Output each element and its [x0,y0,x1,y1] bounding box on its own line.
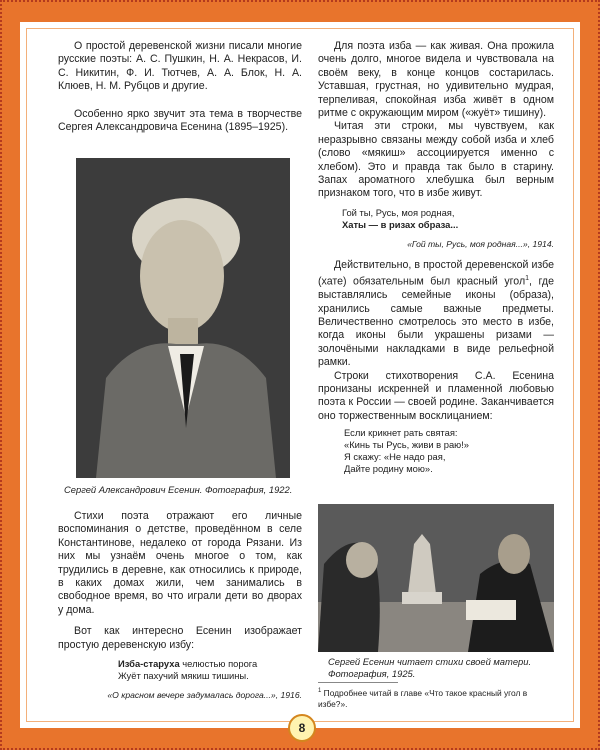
poem-izba-line1: челюстью порога [179,658,258,670]
mother-photo-caption: Сергей Есенин читает стихи своей матери. Фотография, 1925. [328,656,532,679]
right-paragraph-1: Для поэта изба — как живая. Она прожила очень долго, многое видела и чувствовала на своём веку, в конце концов состарилась. Уставшая, грустная, но удивительно мудрая, терпеливая, спокойная изба живёт в одном ритме с окружающим миром («жуёт» тишину). [318,40,554,120]
poem-izba-line2: Жуёт пахучий мякиш тишины. [118,670,249,682]
left-paragraph-1: О простой деревенской жизни писали многие русские поэты: А. С. Пушкин, Н. А. Некрасов, И. С. Никитин, Ф. И. Тютчев, А. А. Блок, Н. А. Клюев, Н. М. Рубцов и другие. [58,40,302,93]
poem-rat-line: «Кинь ты Русь, живи в раю!» [344,439,470,451]
footnote: $^1$ Подробнее читай в главе «Что такое красный угол в избе?». [318,687,528,709]
right-paragraph-4: Строки стихотворения С.А. Есенина пронизаны искренней и пламенной любовью поэта к России — своей родине. Заканчивается оно торжественным восклицанием: [318,369,554,422]
footnote-divider [318,682,398,683]
poem-rat-line: Если крикнет рать святая: [344,427,458,439]
esenin-mother-photo [318,504,554,652]
poem-rus-line1: Гой ты, Русь, моя родная, [342,206,455,218]
left-column-lower [58,510,302,700]
page-number: 8 [288,714,316,742]
right-column [318,40,554,475]
esenin-portrait-photo [76,158,290,478]
left-paragraph-2: Особенно ярко звучит эта тема в творчестве Сергея Александровича Есенина (1895–1925). [58,107,302,134]
right-paragraph-2: Читая эти строки, мы чувствуем, как неразрывно связаны между собой изба и хлеб (слово «мякиш» ассоциируется именно с хлебом). Это и правда так было в старину. Запах ароматного хлебушка был верным признаком того, что в избе живут. [318,120,554,200]
left-paragraph-4: Вот как интересно Есенин изображает простую деревенскую избу: [58,625,302,651]
left-paragraph-3: Стихи поэта отражают его личные воспоминания о детстве, проведённом в селе Константинове, недалеко от города Рязани. Из них мы узнаём очень многое о том, как трудились в деревне, как относились к природе, в каких домах жили, чем занимались в свободное время, во что играли дети во дворах у дома. [58,510,302,616]
footnote-marker: 1 [525,275,530,283]
poem-rat-line: Я скажу: «Не надо рая, [344,451,446,463]
poem-rus-line2: Хаты — в ризах образа... [342,218,459,230]
left-column [58,40,302,134]
poem-izba-bold: Изба-старуха [118,658,180,670]
poem-rus [318,207,554,231]
poem-izba [58,658,302,682]
portrait-caption: Сергей Александрович Есенин. Фотография, 1922. [64,484,293,495]
poem-izba-attribution: «О красном вечере задумалась дорога...», 1916. [107,690,302,701]
right-paragraph-3: Действительно, в простой деревенской избе (хате) обязательным был красный угол$^1$, где выставлялись семейные иконы (образа), хранились самые важные предметы. Величественно смотрелось это место в избе, когда иконы были украшены ризами — золочёными накладками в виде рельефной рамки. [318,258,554,369]
poem-rat-line: Дайте родину мою». [344,463,433,475]
poem-rat [318,427,554,475]
poem-rus-attribution: «Гой ты, Русь, моя родная...», 1914. [407,238,554,249]
